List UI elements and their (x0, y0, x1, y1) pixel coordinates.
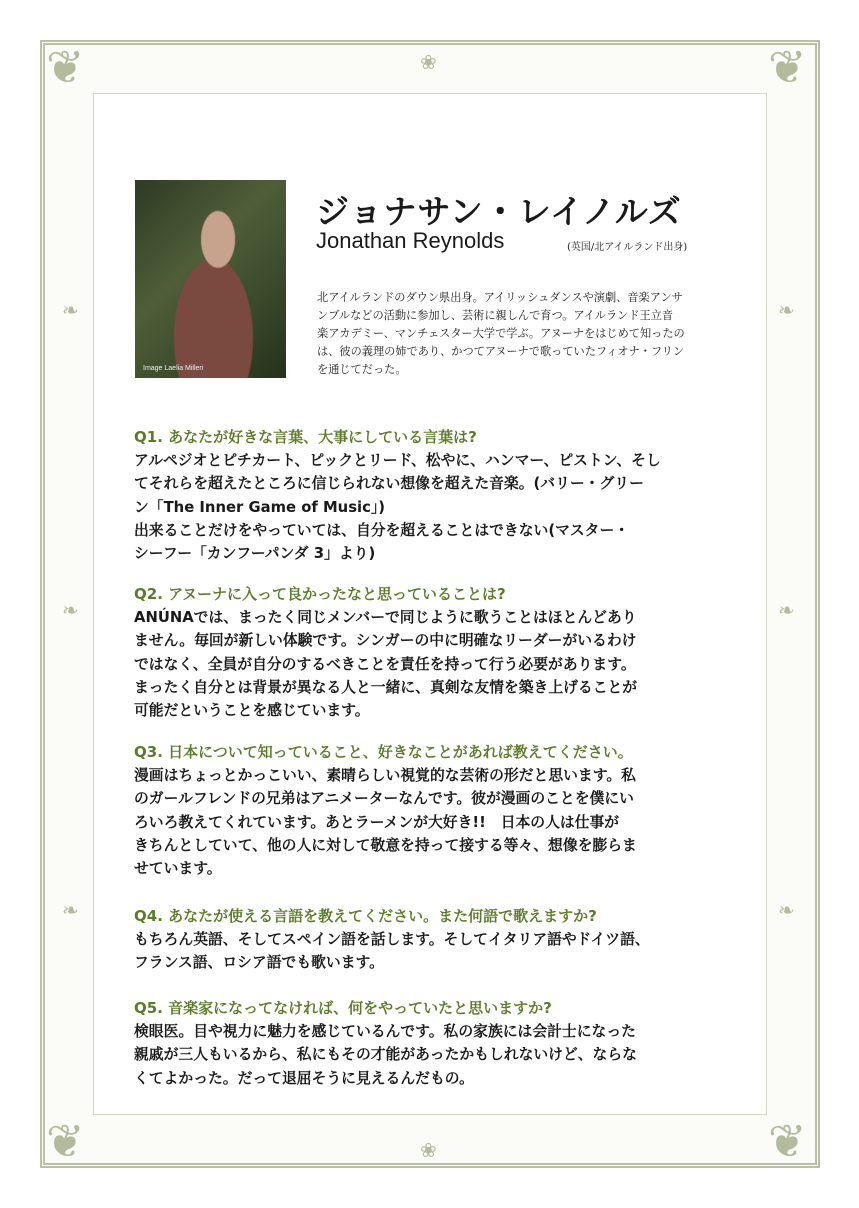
qa-block-3 (134, 741, 734, 880)
answer-line: 可能だということを感じています。 (134, 702, 370, 720)
bio-line: 楽アカデミー、マンチェスター大学で学ぶ。アヌーナをはじめて知ったの (317, 327, 685, 340)
answer-text (134, 928, 734, 975)
answer-line: くてよかった。だって退屈そうに見えるんだもの。 (134, 1069, 474, 1087)
corner-ornament-icon: ❦ (768, 1114, 807, 1168)
question-heading: Q1. あなたが好きな言葉、大事にしている言葉は? (134, 428, 477, 446)
question-heading: Q5. 音楽家になってなければ、何をやっていたと思いますか? (134, 999, 552, 1017)
bio-line: 北アイルランドのダウン県出身。アイリッシュダンスや演劇、音楽アンサ (317, 291, 683, 304)
answer-line: せています。 (134, 860, 222, 878)
answer-line: きちんとしていて、他の人に対して敬意を持って接する等々、想像を膨らま (134, 836, 637, 854)
side-ornament-icon: ❧ (778, 598, 795, 622)
side-ornament-icon: ❧ (62, 298, 79, 322)
origin-label: (英国/北アイルランド出身) (567, 242, 688, 253)
top-ornament-icon: ❀ (420, 50, 437, 74)
corner-ornament-icon: ❦ (768, 40, 807, 94)
answer-text (134, 449, 734, 565)
qa-block-4 (134, 905, 734, 975)
answer-line: ません。毎回が新しい体験です。シンガーの中に明確なリーダーがいるわけ (134, 632, 637, 650)
photo-credit: Image Laelia Milleri (143, 365, 204, 372)
answer-line: シーフー「カンフーパンダ 3」より) (134, 545, 376, 563)
answer-line: 漫画はちょっとかっこいい、素晴らしい視覚的な芸術の形だと思います。私 (134, 767, 636, 784)
qa-block-2 (134, 583, 734, 722)
answer-line: 出来ることだけをやっていては、自分を超えることはできない(マスター・ (134, 521, 630, 539)
side-ornament-icon: ❧ (778, 898, 795, 922)
profile-photo (135, 180, 286, 378)
question-heading: Q2. アヌーナに入って良かったなと思っていることは? (134, 585, 506, 603)
answer-line: アルペジオとピチカート、ピックとリード、松やに、ハンマー、ピストン、そし (134, 452, 661, 469)
bio-line: は、彼の義理の姉であり、かつてアヌーナで歌っていたフィオナ・フリン (317, 345, 685, 358)
answer-text (134, 606, 734, 722)
answer-text (134, 1020, 734, 1090)
name-english: Jonathan Reynolds (316, 228, 505, 253)
qa-block-5 (134, 997, 734, 1090)
question-heading: Q3. 日本について知っていること、好きなことがあれば教えてください。 (134, 743, 633, 761)
answer-line: ン「The Inner Game of Music」) (134, 498, 386, 516)
bottom-ornament-icon: ❀ (420, 1138, 437, 1162)
answer-line: ANÚNAでは、まったく同じメンバーで同じように歌うことはほとんどあり (134, 609, 637, 626)
answer-line: もちろん英語、そしてスペイン語を話します。そしてイタリア語やドイツ語、 (134, 931, 650, 948)
answer-text (134, 764, 734, 880)
corner-ornament-icon: ❦ (46, 1114, 85, 1168)
answer-line: フランス語、ロシア語でも歌います。 (134, 954, 384, 972)
answer-line: 親戚が三人もいるから、私にもその才能があったかもしれないけど、ならな (134, 1046, 637, 1064)
answer-line: ではなく、全員が自分のするべきことを責任を持って行う必要があります。 (134, 655, 636, 673)
corner-ornament-icon: ❦ (46, 40, 85, 94)
answer-line: のガールフレンドの兄弟はアニメーターなんです。彼が漫画のことを僕にい (134, 790, 634, 808)
answer-line: ろいろ教えてくれています。あとラーメンが大好き!! 日本の人は仕事が (134, 813, 620, 831)
answer-line: 検眼医。目や視力に魅力を感じているんです。私の家族には会計士になった (134, 1023, 636, 1040)
biography (317, 289, 747, 379)
bio-line: ンブルなどの活動に参加し、芸術に親しんで育つ。アイルランド王立音 (317, 309, 674, 322)
answer-line: てそれらを超えたところに信じられない想像を超えた音楽。(バリー・グリー (134, 475, 644, 493)
side-ornament-icon: ❧ (62, 598, 79, 622)
name-japanese: ジョナサン・レイノルズ (316, 192, 682, 231)
question-heading: Q4. あなたが使える言語を教えてください。また何語で歌えますか? (134, 907, 597, 925)
answer-line: まったく自分とは背景が異なる人と一緒に、真剣な友情を築き上げることが (134, 678, 638, 696)
side-ornament-icon: ❧ (62, 898, 79, 922)
side-ornament-icon: ❧ (778, 298, 795, 322)
qa-block-1 (134, 426, 734, 565)
bio-line: を通じてだった。 (317, 363, 407, 376)
